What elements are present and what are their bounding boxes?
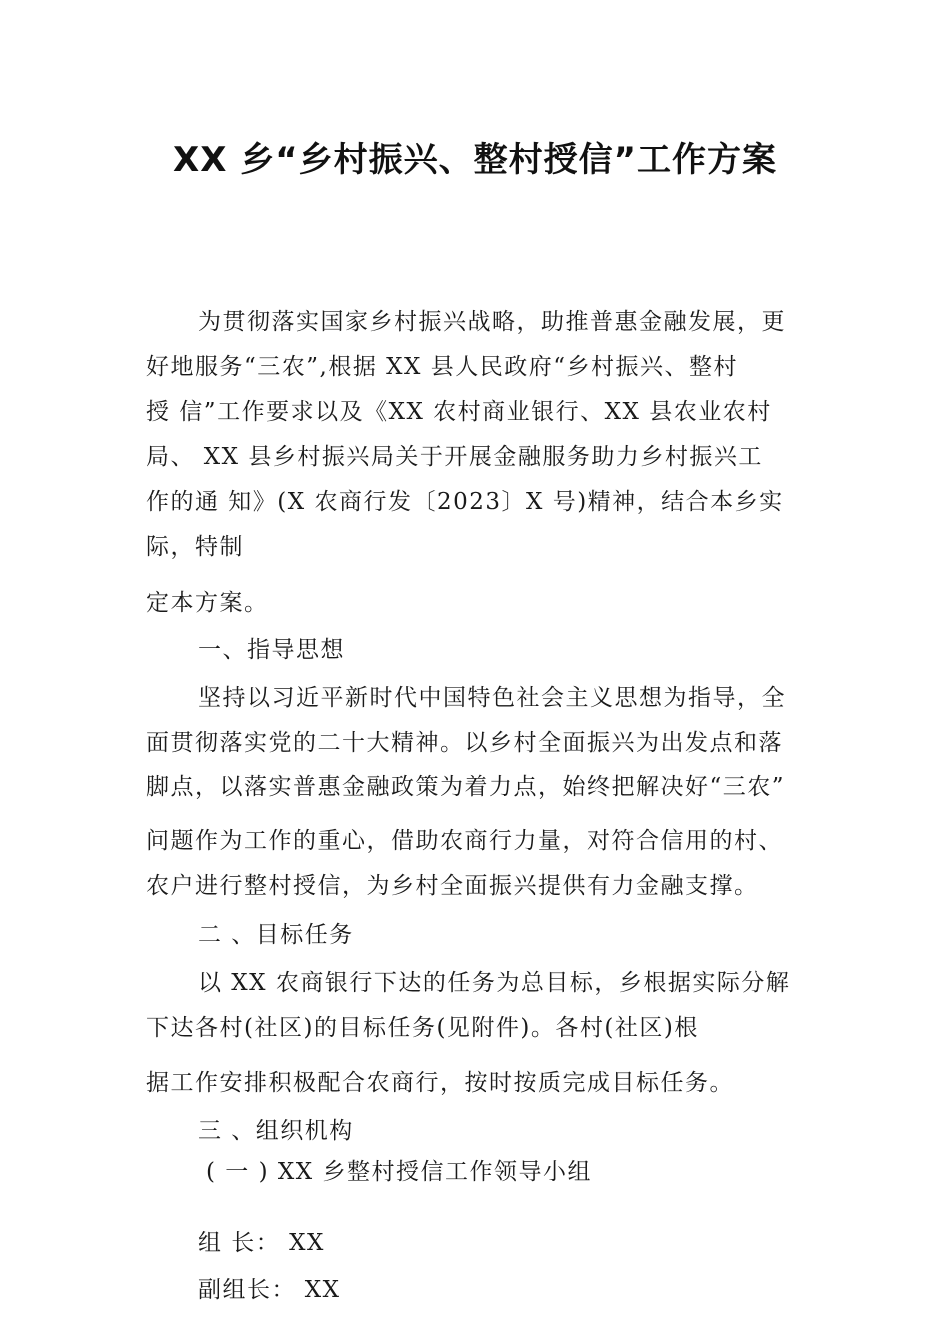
intro-line-3: 授 信”工作要求以及《XX 农村商业银行、XX 县农业农村 xyxy=(146,399,772,425)
intro-line-7: 定本方案。 xyxy=(146,590,269,616)
intro-line-5: 作的通 知》(X 农商行发〔2023〕X 号)精神，结合本乡实 xyxy=(146,489,784,515)
section-1-line-1: 坚持以习近平新时代中国特色社会主义思想为指导，全 xyxy=(198,685,786,711)
intro-line-2: 好地服务“三农”,根据 XX 县人民政府“乡村振兴、整村 xyxy=(146,354,738,380)
subsection-1-heading: ( 一 ) XX 乡整村授信工作领导小组 xyxy=(206,1159,592,1185)
section-1-line-2: 面贯彻落实党的二十大精神。以乡村全面振兴为出发点和落 xyxy=(146,730,783,756)
document-title: XX 乡“乡村振兴、整村授信”工作方案 xyxy=(173,140,777,180)
section-2-line-1: 以 XX 农商银行下达的任务为总目标，乡根据实际分解 xyxy=(198,970,791,996)
intro-line-4: 局、 XX 县乡村振兴局关于开展金融服务助力乡村振兴工 xyxy=(146,444,763,470)
section-2-line-2: 下达各村(社区)的目标任务(见附件)。各村(社区)根 xyxy=(146,1015,699,1041)
section-1-heading: 一、指导思想 xyxy=(198,637,345,663)
section-1-line-5: 农户进行整村授信，为乡村全面振兴提供有力金融支撑。 xyxy=(146,873,759,899)
section-2-heading: 二 、目标任务 xyxy=(198,922,354,948)
section-1-line-3: 脚点，以落实普惠金融政策为着力点，始终把解决好“三农” xyxy=(146,774,786,800)
section-1-line-4: 问题作为工作的重心，借助农商行力量，对符合信用的村、 xyxy=(146,828,783,854)
intro-line-1: 为贯彻落实国家乡村振兴战略，助推普惠金融发展，更 xyxy=(198,309,786,335)
leader-line: 组 长： XX xyxy=(198,1230,325,1256)
section-2-line-3: 据工作安排积极配合农商行，按时按质完成目标任务。 xyxy=(146,1070,734,1096)
deputy-leader-line: 副组长： XX xyxy=(198,1277,341,1303)
section-3-heading: 三 、组织机构 xyxy=(198,1118,354,1144)
intro-line-6: 际，特制 xyxy=(146,534,244,560)
